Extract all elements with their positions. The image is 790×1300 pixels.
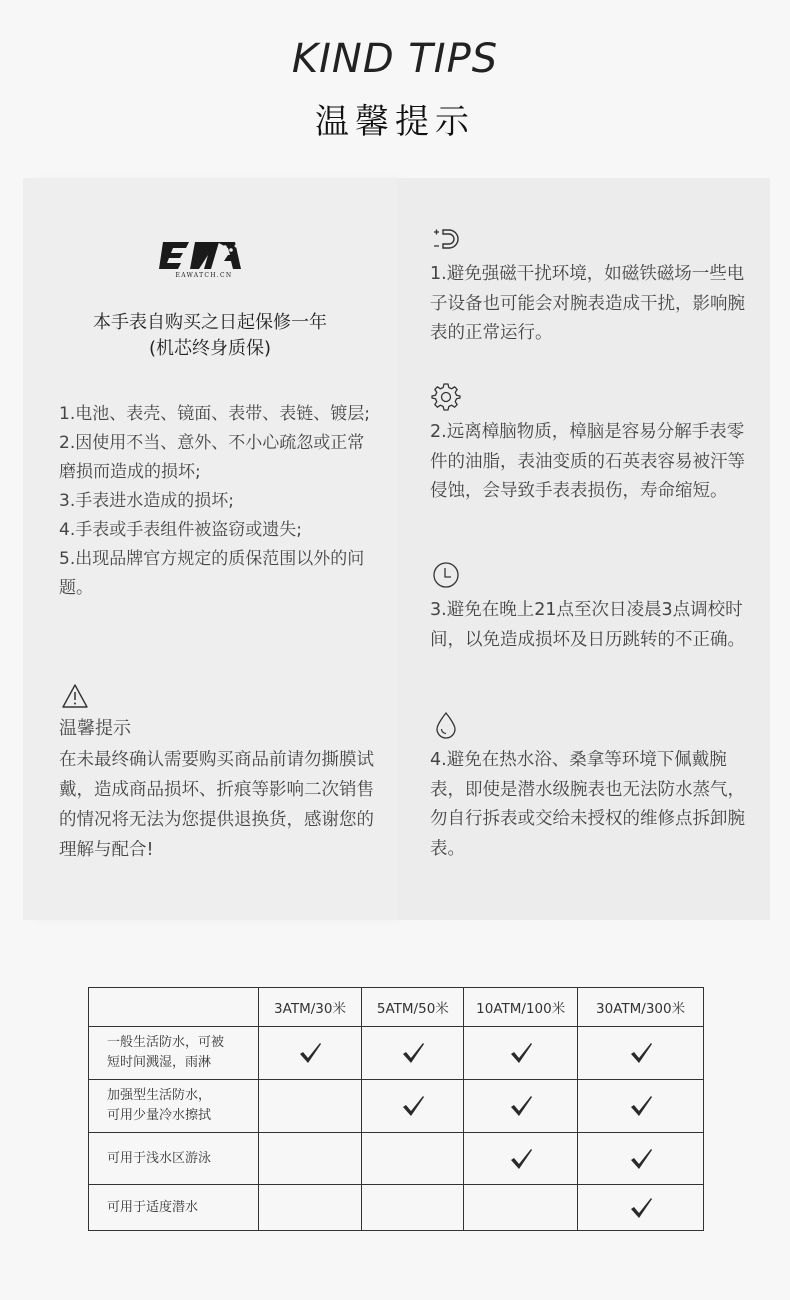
warranty-line2: (机芯终身质保)	[148, 338, 272, 359]
exclusion-item: 2.因使用不当、意外、不小心疏忽或正常磨损而造成的损坏;	[59, 433, 365, 482]
warranty-statement	[23, 310, 397, 362]
checkmark-icon	[628, 1093, 654, 1119]
check-cell	[464, 1185, 578, 1231]
table-header-row	[89, 988, 704, 1027]
tip-camphor: 2.远离樟脑物质，樟脑是容易分解手表零件的油脂，表油变质的石英表容易被汗等侵蚀，会导致手表表损伤，寿命缩短。	[430, 422, 745, 501]
check-cell	[464, 1027, 578, 1080]
checkmark-icon	[508, 1146, 534, 1172]
exclusion-item: 4.手表或手表组件被盗窃或遗失;	[59, 520, 302, 540]
tip-steam: 4.避免在热水浴、桑拿等环境下佩戴腕表，即使是潜水级腕表也无法防水蒸气，勿自行拆表或交给未授权的维修点拆卸腕表。	[430, 750, 745, 859]
check-cell	[464, 1133, 578, 1185]
checkmark-icon	[628, 1040, 654, 1066]
water-resistance-table	[88, 987, 704, 1231]
check-cell	[578, 1080, 704, 1133]
exclusion-item: 3.手表进水造成的损坏;	[59, 491, 234, 511]
title-english: KIND TIPS	[291, 36, 499, 82]
row-label: 可用于适度潜水	[89, 1185, 259, 1231]
check-cell	[362, 1133, 464, 1185]
checkmark-icon	[297, 1040, 323, 1066]
title-chinese: 温馨提示	[315, 102, 475, 142]
kind-tip-body: 在未最终确认需要购买商品前请勿撕膜试戴，造成商品损坏、折痕等影响二次销售的情况将无法为您提供退换货，感谢您的理解与配合!	[59, 750, 374, 860]
table-header-cell	[89, 988, 259, 1027]
warning-icon	[61, 683, 89, 709]
table-row	[89, 1027, 704, 1080]
warranty-panel	[23, 178, 397, 920]
check-cell	[362, 1185, 464, 1231]
table-header-cell: 30ATM/300米	[578, 988, 704, 1027]
svg-text:EAWATCH.CN: EAWATCH.CN	[175, 272, 233, 278]
table-row	[89, 1185, 704, 1231]
care-tips-panel	[397, 178, 770, 920]
checkmark-icon	[400, 1040, 426, 1066]
magnet-icon	[431, 224, 461, 254]
checkmark-icon	[628, 1195, 654, 1221]
checkmark-icon	[628, 1146, 654, 1172]
check-cell	[578, 1185, 704, 1231]
brand-logo	[159, 238, 249, 278]
kind-tip-heading: 温馨提示	[59, 718, 131, 739]
clock-icon	[431, 560, 461, 590]
water-drop-icon	[431, 710, 461, 740]
check-cell	[464, 1080, 578, 1133]
row-label: 加强型生活防水， 可用少量冷水擦拭	[89, 1080, 259, 1133]
check-cell	[362, 1027, 464, 1080]
table-header-cell: 5ATM/50米	[362, 988, 464, 1027]
exclusion-item: 1.电池、表壳、镜面、表带、表链、镀层;	[59, 404, 370, 424]
gear-icon	[431, 381, 461, 411]
check-cell	[362, 1080, 464, 1133]
check-cell	[578, 1133, 704, 1185]
exclusion-item: 5.出现品牌官方规定的质保范围以外的问题。	[59, 549, 365, 598]
checkmark-icon	[508, 1093, 534, 1119]
check-cell	[258, 1080, 362, 1133]
checkmark-icon	[508, 1040, 534, 1066]
check-cell	[258, 1027, 362, 1080]
check-cell	[258, 1185, 362, 1231]
table-row	[89, 1080, 704, 1133]
warranty-exclusions-list	[59, 400, 379, 603]
check-cell	[578, 1027, 704, 1080]
tip-time-setting: 3.避免在晚上21点至次日凌晨3点调校时间，以免造成损坏及日历跳转的不正确。	[430, 600, 745, 650]
table-row	[89, 1133, 704, 1185]
row-label: 可用于浅水区游泳	[89, 1133, 259, 1185]
tip-magnetic: 1.避免强磁干扰环境，如磁铁磁场一些电子设备也可能会对腕表造成干扰，影响腕表的正常运行。	[430, 264, 745, 343]
check-cell	[258, 1133, 362, 1185]
table-header-cell: 10ATM/100米	[464, 988, 578, 1027]
table-header-cell: 3ATM/30米	[258, 988, 362, 1027]
row-label: 一般生活防水，可被 短时间溅湿，雨淋	[89, 1027, 259, 1080]
warranty-line1: 本手表自购买之日起保修一年	[93, 312, 327, 333]
checkmark-icon	[400, 1093, 426, 1119]
